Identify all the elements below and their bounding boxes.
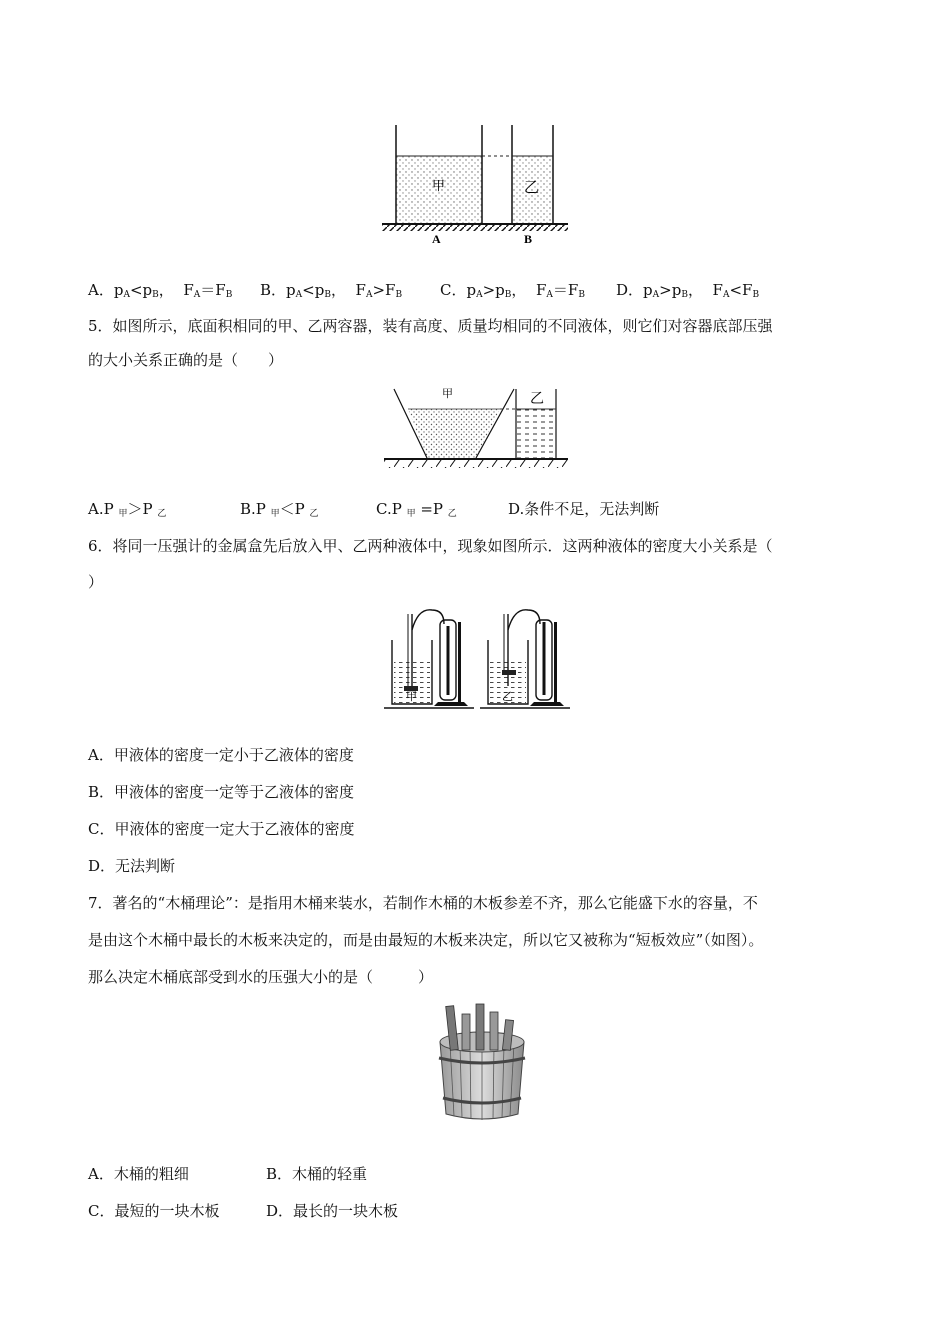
q7-barrel-figure (432, 1002, 532, 1124)
q4-label-yi: 乙 (524, 178, 540, 196)
q4-figure (380, 122, 570, 247)
q5-figure (380, 383, 570, 468)
q4-option-d: D．$p_A>p_B$， $F_A<F_B$ (616, 281, 760, 300)
q4-option-b: B．$p_A<p_B$， $F_A>F_B$ (260, 281, 403, 300)
q7-option-d: D．最长的一块木板 (266, 1202, 399, 1220)
q7-stem-line-2: 是由这个木桶中最长的木板来决定的，而是由最短的木板来决定，所以它又被称为“短板效应”（如图）。 (88, 931, 764, 949)
q7-stem-line-3: 那么决定木桶底部受到水的压强大小的是（ ） (88, 968, 434, 986)
q5-stem-line-1: 5．如图所示，底面积相同的甲、乙两容器，装有高度、质量均相同的不同液体，则它们对容器底部压强 (88, 317, 773, 335)
q6-stem-line-1: 6．将同一压强计的金属盒先后放入甲、乙两种液体中，现象如图所示．这两种液体的密度大小关系是（ (88, 537, 773, 555)
q6-label-jia: 甲 (406, 690, 417, 703)
q6-stem-line-2: ） (88, 573, 104, 591)
q6-option-a: A．甲液体的密度一定小于乙液体的密度 (88, 746, 354, 764)
q6-label-yi: 乙 (502, 690, 513, 703)
q5-label-yi: 乙 (530, 391, 544, 407)
q7-stem-line-1: 7．著名的“木桶理论”：是指用木桶来装水，若制作木桶的木板参差不齐，那么它能盛下水的容量，不 (88, 894, 758, 912)
q6-option-c: C．甲液体的密度一定大于乙液体的密度 (88, 820, 355, 838)
q5-option-a: A.P $_甲$＞P $_乙$ (88, 500, 167, 519)
q6-figure (384, 600, 570, 712)
q5-option-c: C.P $_甲$ =P $_乙$ (376, 500, 457, 519)
q5-option-b: B.P $_甲$＜P $_乙$ (240, 500, 319, 519)
q4-option-a: A．$p_A<p_B$， $F_A=F_B$ (88, 281, 233, 300)
q7-option-b: B．木桶的轻重 (266, 1165, 368, 1183)
q6-option-d: D．无法判断 (88, 857, 176, 875)
q5-label-jia: 甲 (442, 387, 453, 400)
q6-option-b: B．甲液体的密度一定等于乙液体的密度 (88, 783, 355, 801)
q5-option-d: D.条件不足，无法判断 (508, 500, 660, 518)
q7-option-a: A．木桶的粗细 (88, 1165, 189, 1183)
q4-option-c: C．$p_A>p_B$， $F_A=F_B$ (440, 281, 585, 300)
q4-label-b: B (524, 232, 533, 246)
q7-option-c: C．最短的一块木板 (88, 1202, 220, 1220)
q4-label-a: A (432, 232, 441, 246)
q5-stem-line-2: 的大小关系正确的是（ ） (88, 351, 284, 369)
q4-label-jia: 甲 (432, 179, 446, 194)
